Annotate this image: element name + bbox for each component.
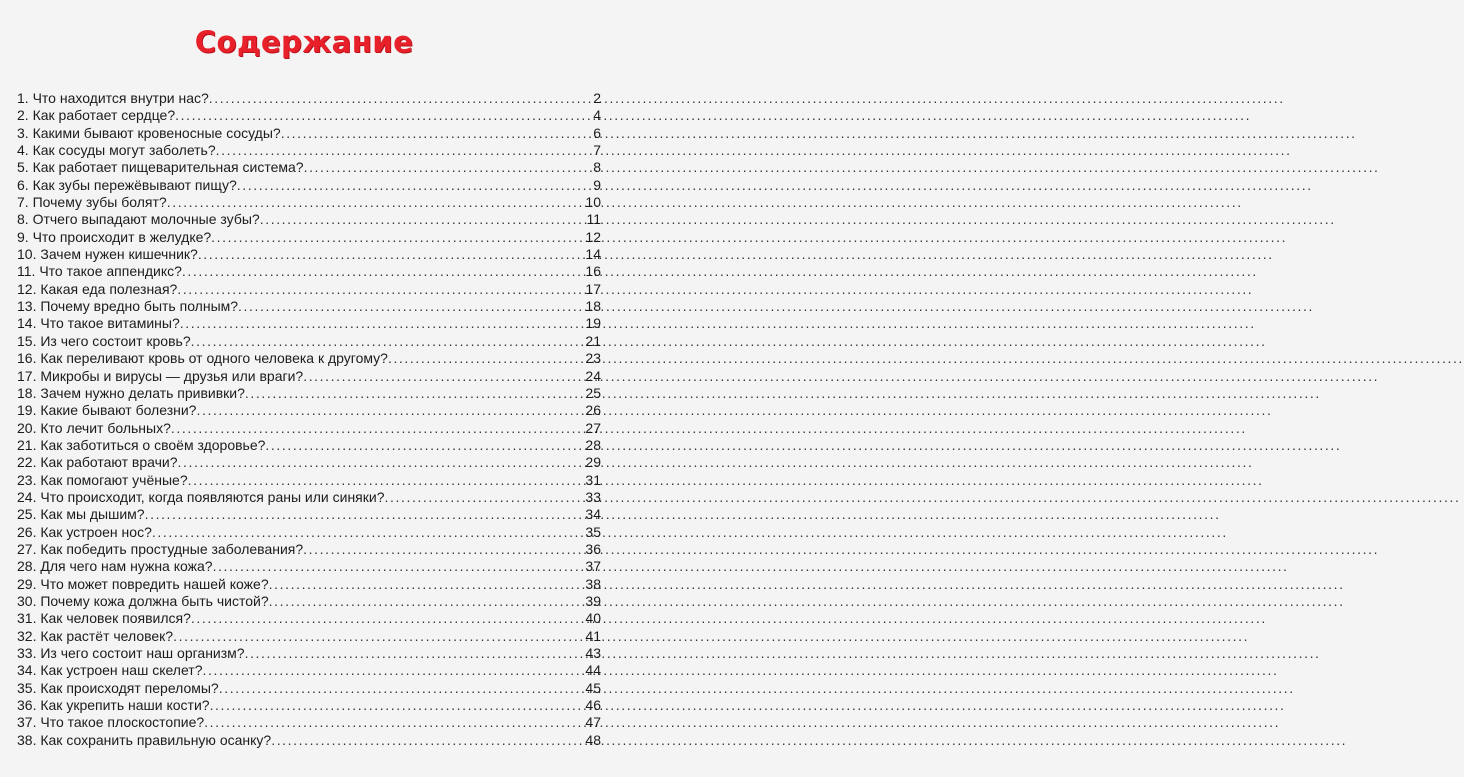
toc-entry[interactable] [17,714,601,731]
toc-entry[interactable] [17,524,601,541]
entry-number: 32. [17,627,37,644]
entry-title: Какими бывают кровеносные сосуды? [32,124,281,141]
toc-entry[interactable] [17,420,601,437]
toc-entry[interactable] [17,125,601,142]
entry-number: 5. [17,159,29,176]
entry-page-number: 14 [585,246,601,263]
entry-number: 33. [17,645,37,661]
dot-leader [198,246,586,263]
entry-title: Микробы и вирусы — друзья или враги? [40,367,304,384]
toc-entry[interactable] [17,576,601,593]
toc-entry[interactable] [17,610,601,627]
entry-title: Что такое плоскостопие? [40,714,205,731]
entry-title: Как сохранить правильную осанку? [40,731,272,748]
dot-leader [245,385,586,402]
entry-number: 24. [17,488,37,505]
entry-title: Как победить простудные заболевания? [40,540,304,557]
table-of-contents [17,90,601,749]
dot-leader [388,350,585,367]
toc-entry[interactable] [17,385,601,402]
entry-page-number: 9 [593,176,601,193]
toc-entry[interactable] [17,177,601,194]
toc-entry[interactable] [17,246,601,263]
toc-entry[interactable] [17,281,601,298]
toc-entry[interactable] [17,680,601,697]
dot-leader [202,662,585,679]
entry-title: Для чего нам нужна кожа? [40,558,213,575]
dot-leader [245,645,586,662]
toc-entry[interactable] [17,333,601,350]
toc-entry[interactable] [17,628,601,645]
dot-leader [196,402,585,419]
entry-title: Какие бывают болезни? [40,402,197,419]
entry-number: 11. [17,263,36,280]
toc-entry[interactable] [17,211,601,228]
entry-title: Как укрепить наши кости? [40,697,210,714]
dot-leader [145,506,586,523]
toc-entry[interactable] [17,350,601,367]
entry-title: Как устроен нос? [40,523,152,540]
entry-page-number: 27 [585,419,601,436]
toc-entry[interactable] [17,489,601,506]
dot-leader [178,454,586,471]
entry-title: Как человек появился? [40,610,191,627]
entry-number: 29. [17,575,37,592]
entry-title: Отчего выпадают молочные зубы? [32,211,260,228]
toc-entry[interactable] [17,558,601,575]
entry-title: Как переливают кровь от одного человека к другому? [40,350,388,367]
entry-page-number: 7 [593,142,601,159]
entry-page-number: 45 [585,679,601,696]
dot-leader [204,714,585,731]
dot-leader [211,229,585,246]
entry-title: Что такое аппендикс? [39,263,182,280]
entry-page-number: 43 [585,645,601,661]
entry-title: Какая еда полезная? [40,280,178,297]
entry-title: Как помогают учёные? [40,471,188,488]
dot-leader [180,315,586,332]
toc-entry[interactable] [17,437,601,454]
entry-number: 27. [17,540,37,557]
entry-page-number: 16 [585,263,601,280]
entry-title: Кто лечит больных? [40,419,171,436]
toc-entry[interactable] [17,662,601,679]
entry-page-number: 37 [585,558,601,575]
entry-number: 15. [17,332,37,349]
dot-leader [303,541,585,558]
entry-title: Как мы дышим? [40,506,145,523]
dot-leader [304,159,594,176]
toc-entry[interactable] [17,472,601,489]
dot-leader [385,489,586,506]
entry-page-number: 18 [585,298,601,315]
dot-leader [265,437,585,454]
entry-page-number: 21 [585,332,601,349]
entry-page-number: 4 [593,107,601,124]
entry-page-number: 31 [585,471,601,488]
entry-number: 16. [17,350,37,367]
entry-number: 21. [17,436,37,453]
entry-page-number: 47 [585,714,601,731]
entry-number: 14. [17,315,37,332]
dot-leader [188,472,586,489]
entry-page-number: 36 [585,540,601,557]
entry-number: 31. [17,610,37,627]
dot-leader [269,593,586,610]
entry-number: 7. [17,194,29,211]
dot-leader [216,142,594,159]
entry-page-number: 38 [585,575,601,592]
toc-entry[interactable] [17,454,601,471]
entry-page-number: 24 [585,367,601,384]
dot-leader [171,420,586,437]
entry-number: 26. [17,523,37,540]
entry-title: Из чего состоит кровь? [40,332,191,349]
entry-page-number: 29 [585,454,601,471]
dot-leader [191,610,586,627]
dot-leader [182,263,586,280]
entry-page-number: 28 [585,436,601,453]
dot-leader [210,697,586,714]
entry-page-number: 33 [585,488,601,505]
entry-page-number: 17 [585,280,601,297]
toc-entry[interactable] [17,90,601,107]
dot-leader [219,680,586,697]
entry-page-number: 39 [585,592,601,609]
entry-number: 30. [17,592,37,609]
entry-number: 18. [17,384,37,401]
entry-number: 8. [17,211,29,228]
dot-leader [269,576,586,593]
entry-title: Зачем нужен кишечник? [40,246,198,263]
dot-leader [191,333,586,350]
entry-title: Что находится внутри нас? [32,90,209,106]
toc-entry[interactable] [17,645,601,662]
toc-entry[interactable] [17,229,601,246]
dot-leader [209,90,593,107]
entry-number: 20. [17,419,37,436]
entry-title: Зачем нужно делать прививки? [40,384,245,401]
toc-entry[interactable] [17,732,601,749]
entry-title: Что происходит, когда появляются раны или синяки? [40,488,385,505]
toc-entry[interactable] [17,298,601,315]
toc-entry[interactable] [17,315,601,332]
toc-entry[interactable] [17,368,601,385]
entry-number: 2. [17,107,29,124]
entry-page-number: 23 [585,350,601,367]
entry-page-number: 12 [585,228,601,245]
entry-title: Как зубы пережёвывают пищу? [32,176,237,193]
toc-entry[interactable] [17,697,601,714]
entry-number: 3. [17,124,29,141]
entry-title: Почему вредно быть полным? [40,298,239,315]
entry-page-number: 26 [585,402,601,419]
entry-title: Почему зубы болят? [32,194,167,211]
entry-number: 4. [17,142,29,159]
entry-number: 12. [17,280,37,297]
toc-entry[interactable] [17,159,601,176]
entry-title: Из чего состоит наш организм? [40,645,245,661]
entry-title: Как работает сердце? [32,107,176,124]
entry-number: 38. [17,731,37,748]
entry-number: 19. [17,402,37,419]
entry-number: 10. [17,246,37,263]
entry-page-number: 40 [585,610,601,627]
entry-title: Что может повредить нашей коже? [40,575,269,592]
dot-leader [303,368,585,385]
entry-page-number: 48 [585,731,601,748]
entry-title: Почему кожа должна быть чистой? [40,592,269,609]
entry-title: Как устроен наш скелет? [40,662,203,679]
entry-number: 22. [17,454,37,471]
entry-number: 13. [17,298,37,315]
entry-number: 23. [17,471,37,488]
entry-number: 17. [17,367,37,384]
entry-page-number: 6 [593,124,601,141]
entry-number: 36. [17,697,37,714]
dot-leader [177,281,585,298]
toc-entry[interactable] [17,194,601,211]
entry-page-number: 8 [593,159,601,176]
entry-title: Как происходят переломы? [40,679,219,696]
entry-number: 37. [17,714,37,731]
entry-title: Как растёт человек? [40,627,174,644]
entry-page-number: 41 [585,627,601,644]
toc-entry[interactable] [17,107,601,124]
toc-entry[interactable] [17,593,601,610]
toc-entry[interactable] [17,541,601,558]
dot-leader [175,107,593,124]
entry-page-number: 44 [585,662,601,679]
toc-entry[interactable] [17,263,601,280]
entry-page-number: 25 [585,384,601,401]
page-title: Содержание [194,25,414,60]
toc-entry[interactable] [17,506,601,523]
entry-number: 28. [17,558,37,575]
dot-leader [152,524,586,541]
entry-title: Что такое витамины? [40,315,180,332]
entry-page-number: 11 [586,211,601,228]
entry-page-number: 35 [585,523,601,540]
entry-page-number: 34 [585,506,601,523]
entry-title: Как работают врачи? [40,454,178,471]
toc-entry[interactable] [17,142,601,159]
dot-leader [260,211,587,228]
entry-title: Как сосуды могут заболеть? [32,142,216,159]
dot-leader [213,558,586,575]
dot-leader [237,177,593,194]
entry-number: 34. [17,662,37,679]
entry-number: 35. [17,679,37,696]
entry-title: Как работает пищеварительная система? [32,159,304,176]
entry-page-number: 10 [585,194,601,211]
entry-number: 9. [17,228,29,245]
dot-leader [167,194,586,211]
toc-entry[interactable] [17,402,601,419]
dot-leader [238,298,585,315]
entry-title: Что происходит в желудке? [32,228,212,245]
entry-page-number: 46 [585,697,601,714]
entry-number: 6. [17,176,29,193]
entry-page-number: 2 [593,90,601,106]
dot-leader [173,628,585,645]
entry-number: 25. [17,506,37,523]
dot-leader [281,125,594,142]
dot-leader [271,732,585,749]
entry-number: 1. [17,90,29,106]
entry-page-number: 19 [585,315,601,332]
entry-title: Как заботиться о своём здоровье? [40,436,266,453]
